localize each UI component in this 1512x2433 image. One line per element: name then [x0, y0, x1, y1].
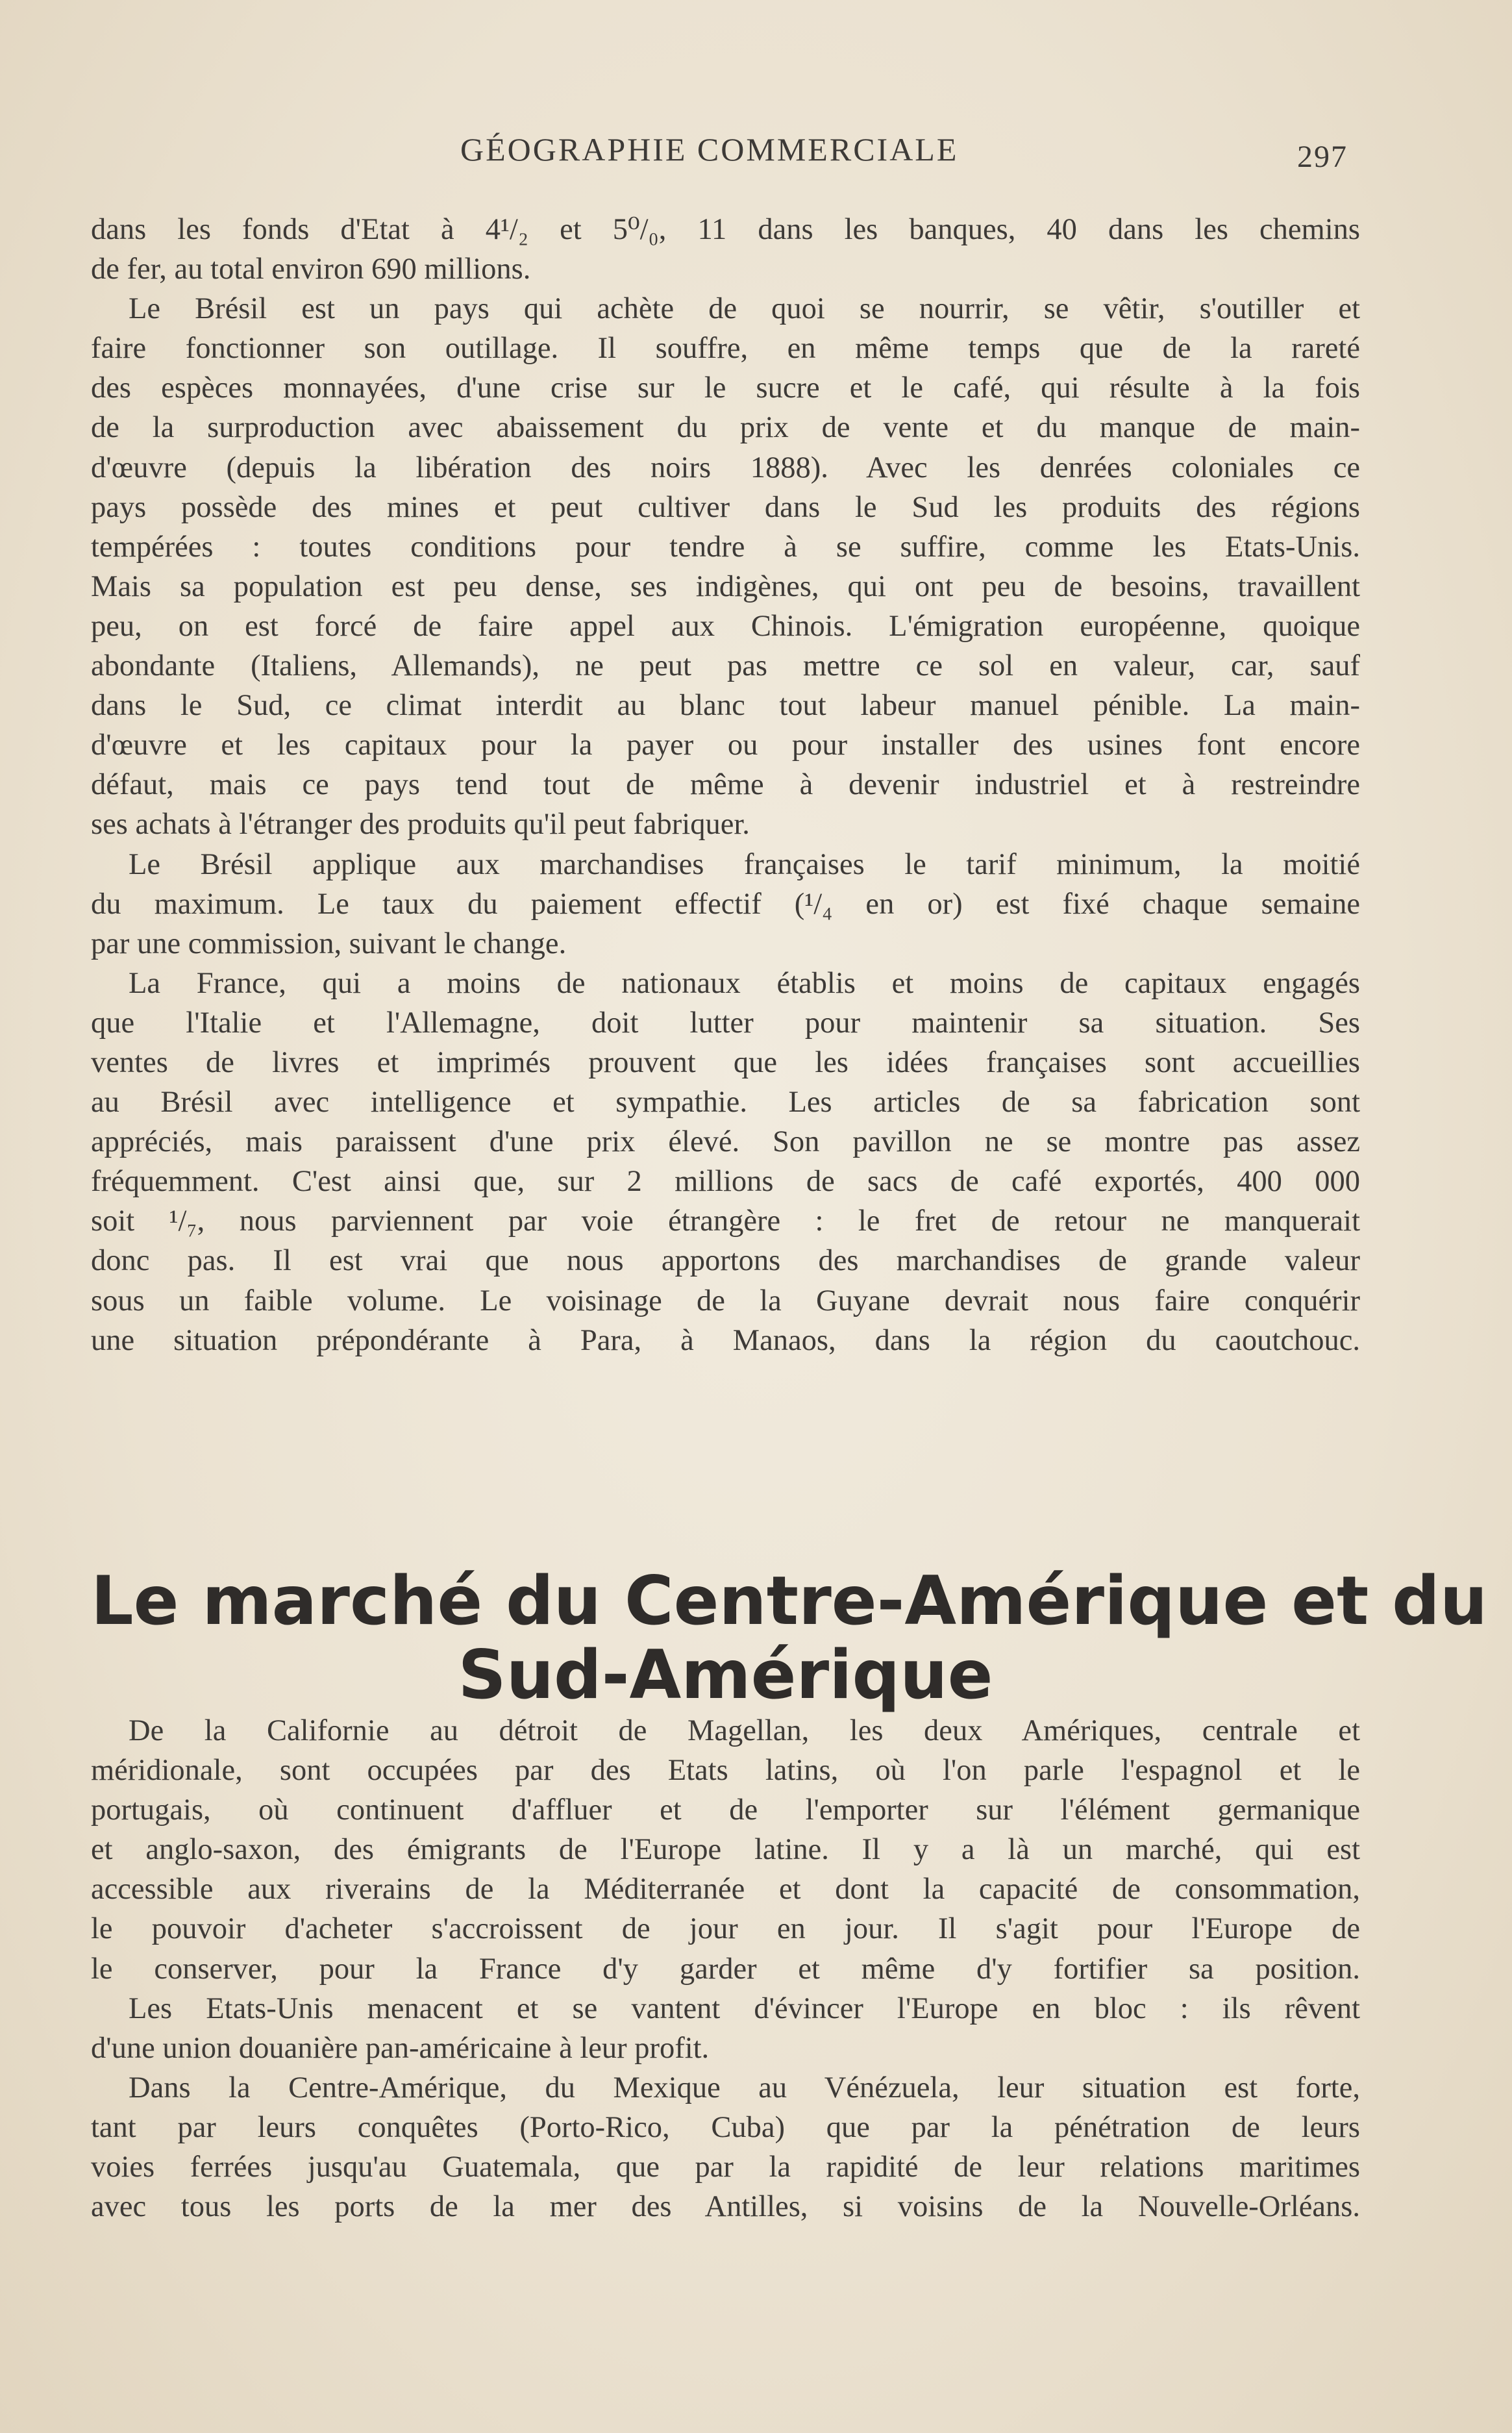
text-line: que l'Italie et l'Allemagne, doit lutter pour maintenir sa situation. Ses — [91, 1006, 1360, 1040]
text-line: méridionale, sont occupées par des Etats latins, où l'on parle l'espagnol et le — [91, 1754, 1360, 1788]
text-line: donc pas. Il est vrai que nous apportons des marchandises de grande valeur — [91, 1244, 1360, 1278]
text-line: Les Etats-Unis menacent et se vantent d'évincer l'Europe en bloc : ils rêvent — [129, 1991, 1360, 2025]
text-line: Mais sa population est peu dense, ses indigènes, qui ont peu de besoins, travaillent — [91, 569, 1360, 603]
text-line: du maximum. Le taux du paiement effectif (¹/₄ en or) est fixé chaque semaine — [91, 887, 1360, 921]
text-line: par une commission, suivant le change. — [91, 927, 567, 960]
text-line: de la surproduction avec abaissement du prix de vente et du manque de main- — [91, 411, 1360, 445]
text-line: le pouvoir d'acheter s'accroissent de jour en jour. Il s'agit pour l'Europe de — [91, 1912, 1360, 1946]
text-line: des espèces monnayées, d'une crise sur le sucre et le café, qui résulte à la fois — [91, 371, 1360, 405]
text-block-amerique — [91, 1711, 1360, 2227]
text-line: de fer, au total environ 690 millions. — [91, 253, 531, 286]
text-line: d'une union douanière pan-américaine à leur profit. — [91, 2031, 710, 2065]
section-title-line-1: Le marché du Centre-Amérique et du — [91, 1562, 1488, 1640]
text-line: et anglo-saxon, des émigrants de l'Europe latine. Il y a là un marché, qui est — [91, 1833, 1360, 1867]
text-line: appréciés, mais paraissent d'une prix élevé. Son pavillon ne se montre pas assez — [91, 1125, 1360, 1159]
page-number: 297 — [1297, 140, 1348, 174]
text-line: dans les fonds d'Etat à 4¹/₂ et 5⁰/₀, 11 dans les banques, 40 dans les chemins — [91, 213, 1360, 246]
text-line: tant par leurs conquêtes (Porto-Rico, Cuba) que par la pénétration de leurs — [91, 2110, 1360, 2144]
section-title-line-2: Sud-Amérique — [458, 1636, 993, 1714]
text-line: peu, on est forcé de faire appel aux Chinois. L'émigration européenne, quoique — [91, 609, 1360, 643]
text-line: d'œuvre (depuis la libération des noirs 1888). Avec les denrées coloniales ce — [91, 451, 1360, 484]
text-line: accessible aux riverains de la Méditerranée et dont la capacité de consommation, — [91, 1873, 1360, 1906]
text-line: De la Californie au détroit de Magellan, les deux Amériques, centrale et — [129, 1714, 1360, 1747]
text-line: une situation prépondérante à Para, à Manaos, dans la région du caoutchouc. — [91, 1323, 1360, 1357]
text-line: défaut, mais ce pays tend tout de même à devenir industriel et à restreindre — [91, 768, 1360, 802]
text-line: pays possède des mines et peut cultiver dans le Sud les produits des régions — [91, 490, 1360, 524]
text-line: fréquemment. C'est ainsi que, sur 2 millions de sacs de café exportés, 400 000 — [91, 1165, 1360, 1199]
text-line: abondante (Italiens, Allemands), ne peut pas mettre ce sol en valeur, car, sauf — [91, 649, 1360, 683]
text-line: soit ¹/₇, nous parviennent par voie étrangère : le fret de retour ne manquerait — [91, 1204, 1360, 1238]
text-line: Le Brésil applique aux marchandises françaises le tarif minimum, la moitié — [129, 847, 1360, 881]
text-line: le conserver, pour la France d'y garder et même d'y fortifier sa position. — [91, 1952, 1360, 1986]
text-line: Le Brésil est un pays qui achète de quoi se nourrir, se vêtir, s'outiller et — [129, 292, 1360, 326]
text-block-bresil — [91, 210, 1360, 1360]
text-line: d'œuvre et les capitaux pour la payer ou pour installer des usines font encore — [91, 729, 1360, 762]
text-line: faire fonctionner son outillage. Il souffre, en même temps que de la rareté — [91, 332, 1360, 366]
text-line: sous un faible volume. Le voisinage de la Guyane devrait nous faire conquérir — [91, 1284, 1360, 1317]
text-line: dans le Sud, ce climat interdit au blanc tout labeur manuel pénible. La main- — [91, 689, 1360, 723]
text-line: portugais, où continuent d'affluer et de l'emporter sur l'élément germanique — [91, 1793, 1360, 1827]
running-title: GÉOGRAPHIE COMMERCIALE — [460, 131, 959, 168]
running-header — [0, 130, 1512, 175]
text-line: au Brésil avec intelligence et sympathie. Les articles de sa fabrication sont — [91, 1086, 1360, 1119]
text-line: ventes de livres et imprimés prouvent que les idées françaises sont accueillies — [91, 1045, 1360, 1079]
text-line: voies ferrées jusqu'au Guatemala, que par la rapidité de leur relations maritimes — [91, 2151, 1360, 2184]
text-line: La France, qui a moins de nationaux établis et moins de capitaux engagés — [129, 966, 1360, 1000]
text-line: Dans la Centre-Amérique, du Mexique au Vénézuela, leur situation est forte, — [129, 2071, 1360, 2104]
text-line: tempérées : toutes conditions pour tendre à se suffire, comme les Etats-Unis. — [91, 530, 1360, 564]
section-title — [91, 1562, 1488, 1714]
text-line: ses achats à l'étranger des produits qu'il peut fabriquer. — [91, 808, 750, 842]
text-line: avec tous les ports de la mer des Antilles, si voisins de la Nouvelle-Orléans. — [91, 2190, 1360, 2224]
